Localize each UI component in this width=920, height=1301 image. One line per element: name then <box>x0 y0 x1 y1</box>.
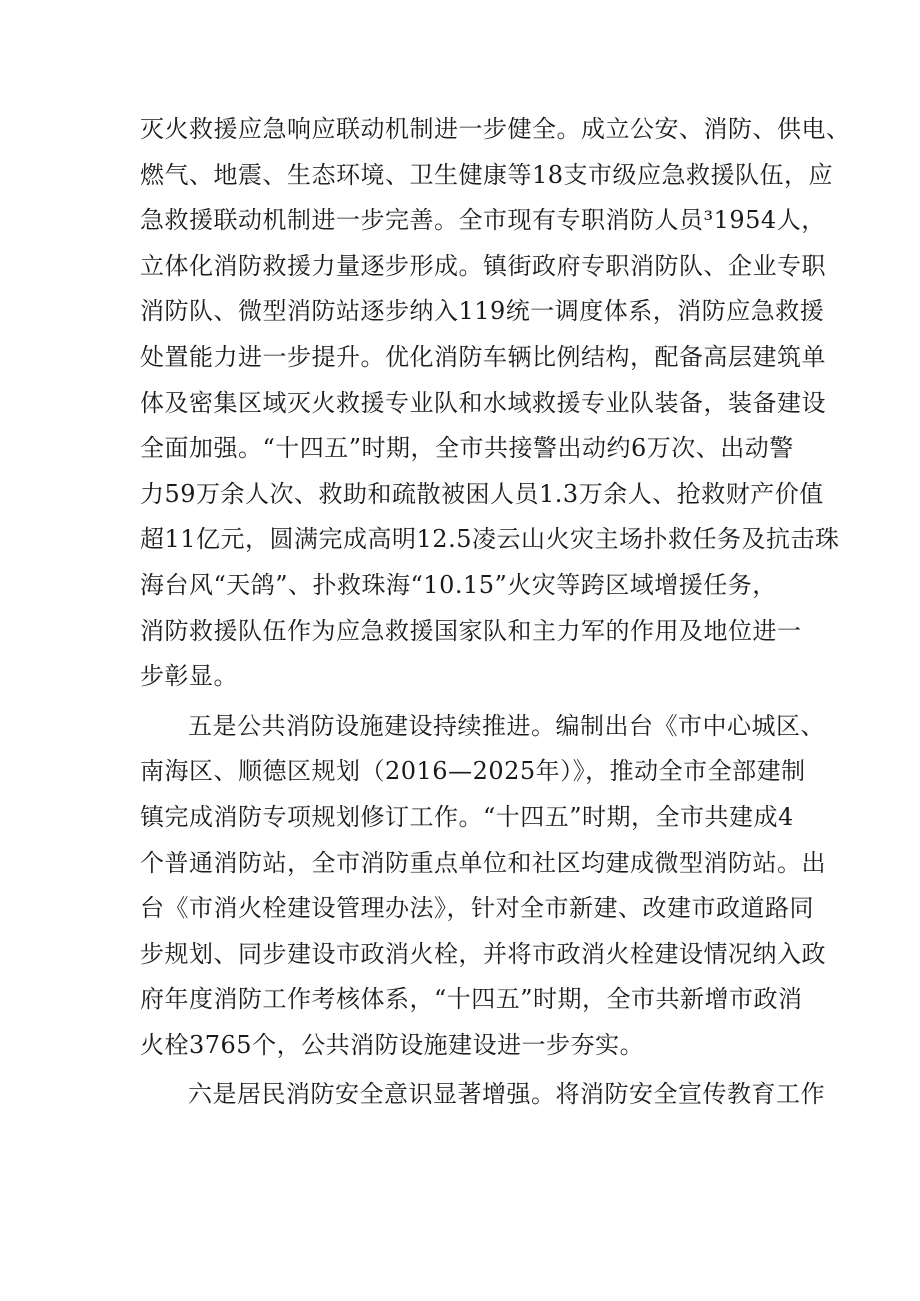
text-line: 火栓3765个，公共消防设施建设进一步夯实。 <box>140 1030 645 1059</box>
text-line: 超11亿元，圆满完成高明12.5凌云山火灾主场扑救任务及抗击珠 <box>140 525 840 554</box>
text-line: 海台风“天鸽”、扑救珠海“10.15”火灾等跨区域增援任务， <box>140 570 777 599</box>
text-line: 五是公共消防设施建设持续推进。编制出台《市中心城区、 <box>188 711 825 740</box>
text-line: 步彰显。 <box>140 662 238 691</box>
text-line: 消防救援队伍作为应急救援国家队和主力军的作用及地位进一 <box>140 616 802 645</box>
text-line: 全面加强。“十四五”时期，全市共接警出动约6万次、出动警 <box>140 434 794 463</box>
text-line: 台《市消火栓建设管理办法》，针对全市新建、改建市政道路同 <box>140 894 814 923</box>
text-line: 体及密集区域灭火救援专业队和水域救援专业队装备，装备建设 <box>140 388 826 417</box>
text-line: 处置能力进一步提升。优化消防车辆比例结构，配备高层建筑单 <box>140 342 826 371</box>
text-line: 南海区、顺德区规划（2016—2025年）》，推动全市全部建制 <box>140 757 806 786</box>
paragraph-rescue-mechanism <box>140 107 851 700</box>
text-line: 府年度消防工作考核体系，“十四五”时期，全市共新增市政消 <box>140 985 803 1014</box>
document-body <box>140 107 851 1118</box>
text-line: 燃气、地震、生态环境、卫生健康等18支市级应急救援队伍，应 <box>140 160 834 189</box>
paragraph-safety-awareness <box>140 1072 825 1118</box>
text-line: 立体化消防救援力量逐步形成。镇街政府专职消防队、企业专职 <box>140 251 826 280</box>
paragraph-public-facilities <box>140 704 826 1069</box>
text-line: 个普通消防站，全市消防重点单位和社区均建成微型消防站。出 <box>140 848 826 877</box>
text-line: 六是居民消防安全意识显著增强。将消防安全宣传教育工作 <box>188 1080 825 1109</box>
text-line: 镇完成消防专项规划修订工作。“十四五”时期，全市共建成4 <box>140 802 794 831</box>
text-line: 步规划、同步建设市政消火栓，并将市政消火栓建设情况纳入政 <box>140 939 826 968</box>
text-line: 灭火救援应急响应联动机制进一步健全。成立公安、消防、供电、 <box>140 115 851 143</box>
text-line: 力59万余人次、救助和疏散被困人员1.3万余人、抢救财产价值 <box>140 479 824 508</box>
text-line: 消防队、微型消防站逐步纳入119统一调度体系，消防应急救援 <box>140 297 825 326</box>
text-line: 急救援联动机制进一步完善。全市现有专职消防人员³1954人， <box>140 206 826 235</box>
